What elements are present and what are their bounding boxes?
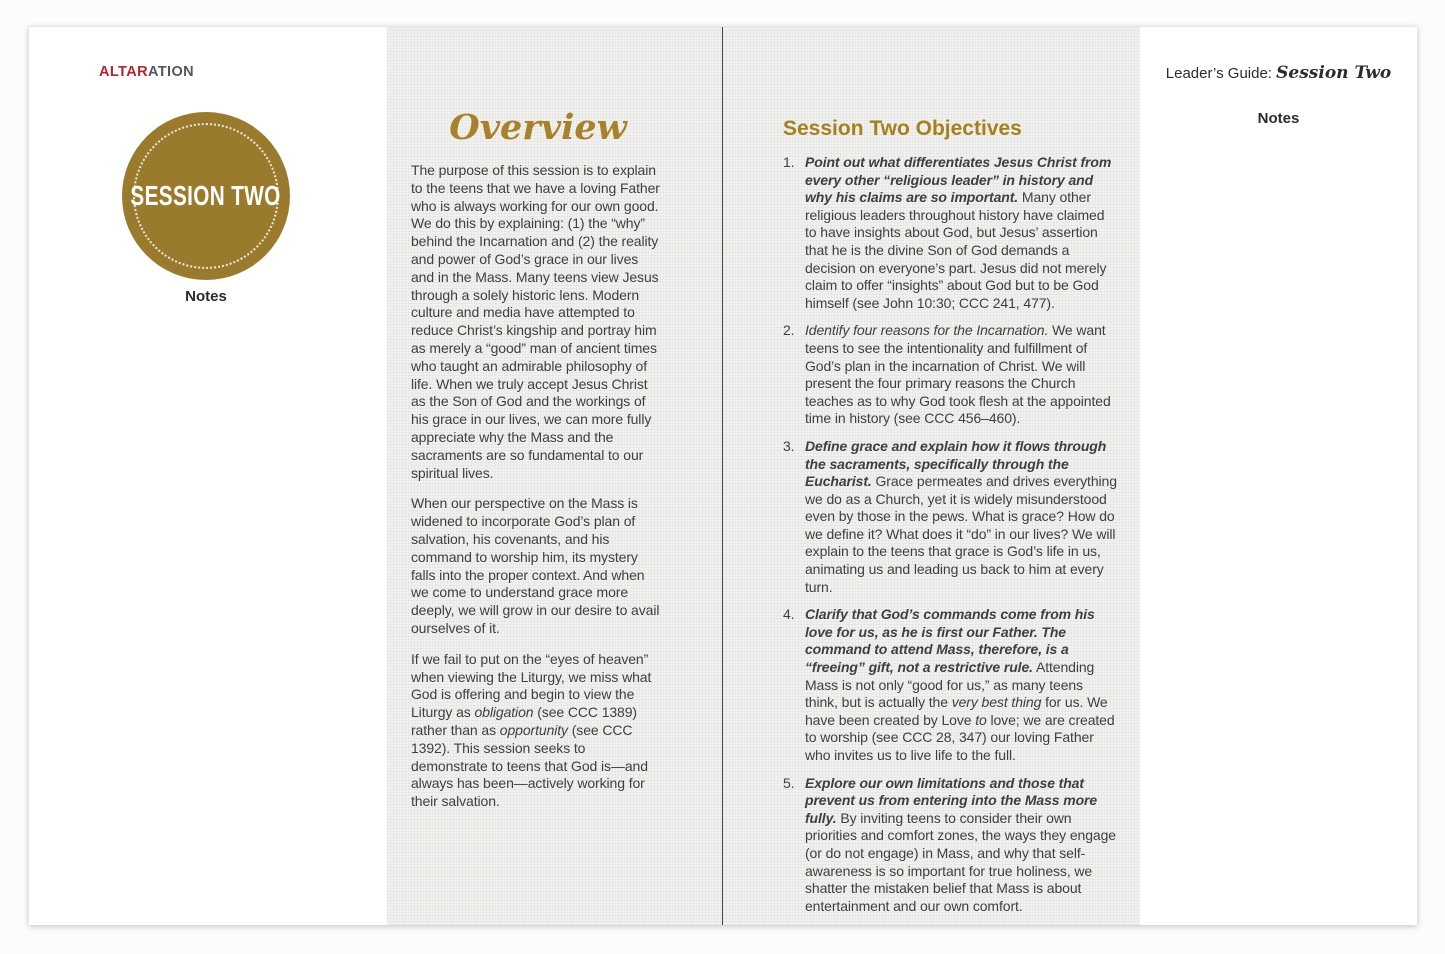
- objective-item: [783, 775, 1119, 916]
- objective-number: 3.: [783, 437, 795, 454]
- objective-text: Define grace and explain how it flows through the sacraments, specifically through the Eucharist. Grace permeates and drives everything we do as a Church, yet it is widely misunderstood even by those in the pews. What is grace? How do we define it? What does it “do” in our lives? We will explain to the teens that grace is God’s life in us, animating us and leading us back to him at every turn.: [805, 437, 1117, 595]
- logo-altar-text: ALTAR: [99, 64, 148, 80]
- leaders-guide-prefix: Leader’s Guide:: [1165, 65, 1277, 82]
- objectives-list: [783, 154, 1119, 915]
- leaders-guide-session-script: Session Two: [1276, 63, 1392, 83]
- objective-number: 5.: [783, 774, 795, 791]
- objective-number: 4.: [783, 606, 795, 623]
- notes-label-right: Notes: [1257, 110, 1300, 127]
- objective-number: 1.: [783, 154, 795, 170]
- objective-item: [783, 154, 1119, 312]
- objectives-heading: Session Two Objectives: [783, 117, 1022, 140]
- objectives-section: [783, 117, 1119, 925]
- objective-number: 2.: [783, 322, 795, 339]
- badge-label: SESSION TWO: [130, 180, 282, 211]
- objective-text: Clarify that God’s commands come from his love for us, as he is first our Father. The command to attend Mass, therefore, is a “freeing” gift, not a restrictive rule. Attending Mass is not only “good for us,” as many teens think, but is actually the very best thing for us. We have been created by Love to love; we are created to worship (see CCC 28, 347) our loving Father who invites us to live life to the full.: [805, 606, 1115, 763]
- document-page: [29, 27, 1417, 925]
- session-two-badge: [122, 112, 290, 280]
- objective-text: Identify four reasons for the Incarnation. We want teens to see the intentionality and fulfillment of God’s plan in the incarnation of Christ. We will present the four primary reasons the Church teaches as to why God took flesh at the appointed time in history (see CCC 456–460).: [805, 322, 1111, 427]
- right-margin-header: [1140, 63, 1417, 127]
- overview-paragraph: The purpose of this session is to explain to the teens that we have a loving Father who is always working for our own good. We do this by explaining: (1) the “why” behind the Incarnation and (2) the reality and power of God’s grace in our lives and in the Mass. Many teens view Jesus through a solely historic lens. Modern culture and media have attempted to reduce Christ’s kingship and portray him as merely a “good” man of ancient times who taught an admirable philosophy of life. When we truly accept Jesus Christ as the Son of God and the workings of his grace in our lives, we can more fully appreciate why the Mass and the sacraments are so fundamental to our spiritual lives.: [411, 162, 660, 481]
- overview-paragraph: When our perspective on the Mass is widened to incorporate God’s plan of salvation, his covenants, and his command to worship him, its mystery falls into the proper context. And when we come to understand grace more deeply, we will grow in our desire to avail ourselves of it.: [411, 495, 660, 636]
- overview-paragraphs: [411, 162, 665, 811]
- overview-heading: Overview: [449, 107, 627, 148]
- objective-item: [783, 438, 1119, 596]
- overview-section: [411, 107, 665, 824]
- objective-item: [783, 606, 1119, 764]
- altaration-logo: [99, 64, 194, 80]
- logo-ation-text: ATION: [147, 64, 195, 80]
- leaders-guide-label: [1140, 63, 1417, 83]
- overview-paragraph: If we fail to put on the “eyes of heaven” when viewing the Liturgy, we miss what God is offering and begin to view the Liturgy as obligation (see CCC 1389) rather than as opportunity (see CCC 1392). This session seeks to demonstrate to teens that God is—and always has been—actively working for their salvation.: [411, 650, 652, 810]
- notes-label-left: Notes: [185, 288, 227, 305]
- objective-item: [783, 322, 1119, 428]
- page-divider-rule: [722, 27, 723, 925]
- objective-text: Point out what differentiates Jesus Christ from every other “religious leader” in history and why his claims are so important. Many other religious leaders throughout history have claimed to have insights about God, but Jesus’ assertion that he is the divine Son of God demands a decision on everyone’s part. Jesus did not merely claim to offer “insights” about God but to be God himself (see John 10:30; CCC 241, 477).: [805, 154, 1112, 311]
- objective-text: Explore our own limitations and those that prevent us from entering into the Mass more fully. By inviting teens to consider their own priorities and comfort zones, the ways they engage (or do not engage) in Mass, and why that self-awareness is so important for true holiness, we shatter the mistaken belief that Mass is about entertainment and our own comfort.: [805, 774, 1116, 914]
